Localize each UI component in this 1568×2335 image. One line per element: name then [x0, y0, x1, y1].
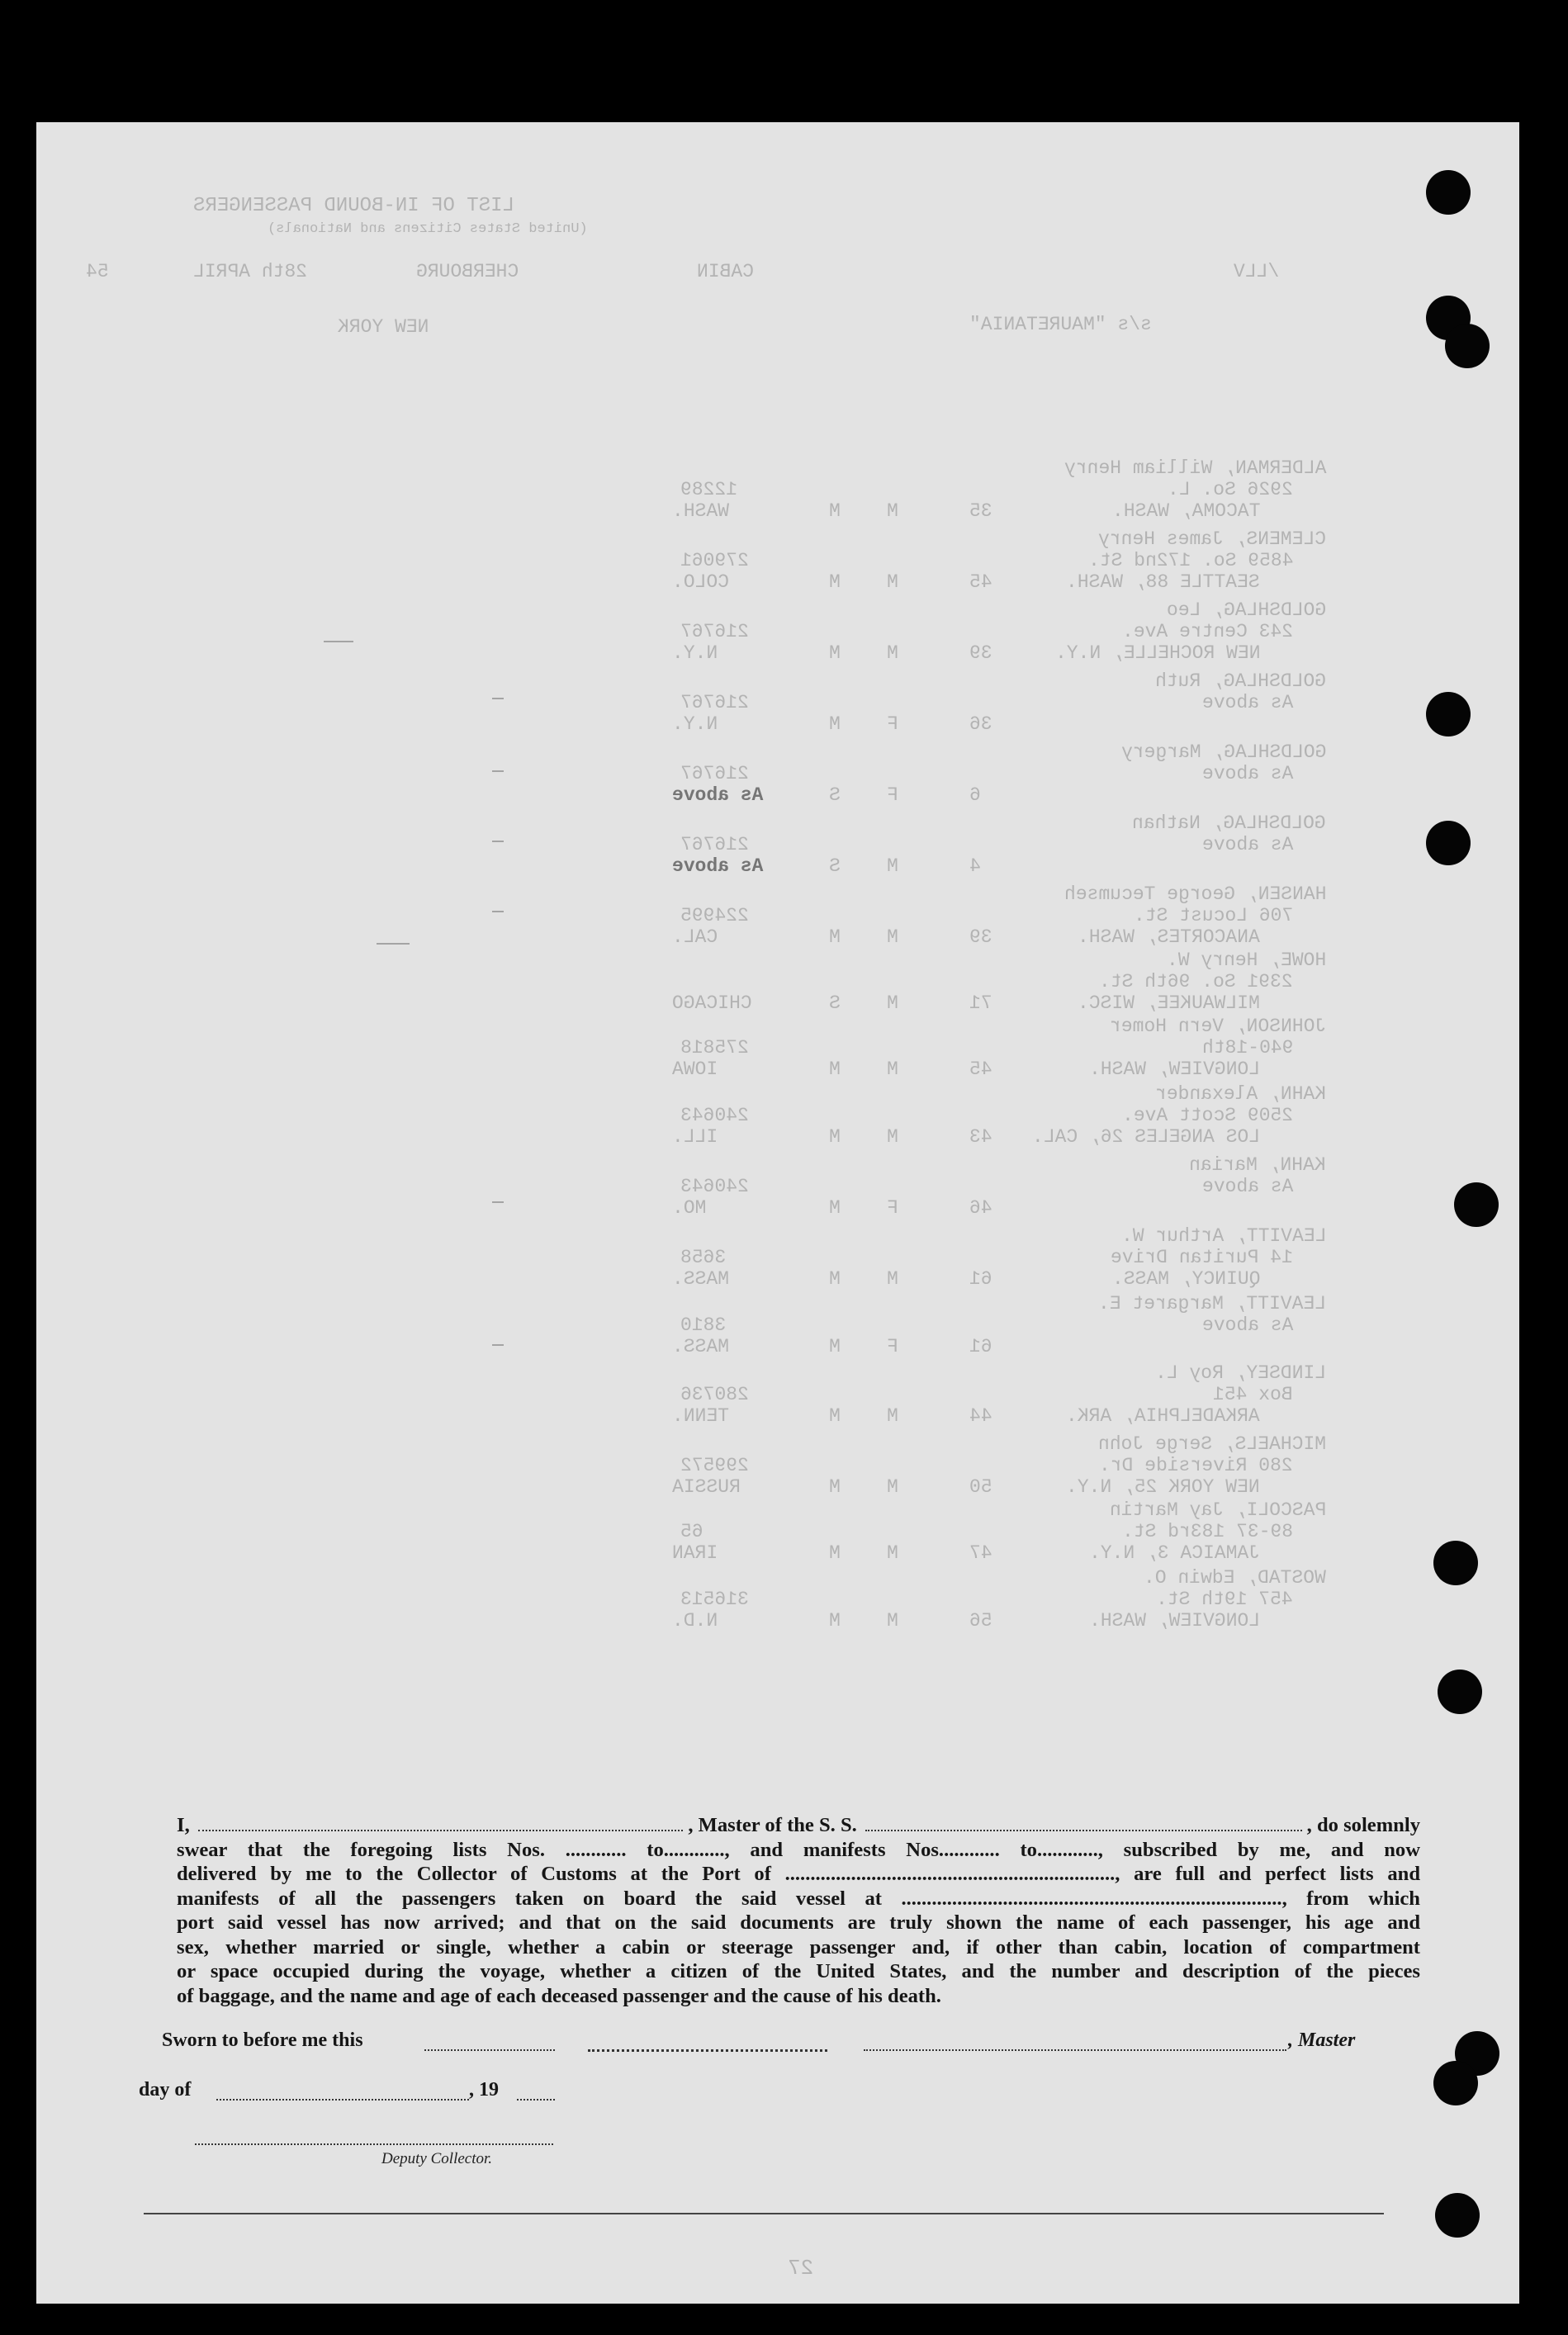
ghost-passenger-age: 47: [969, 1542, 992, 1564]
year-label: , 19: [469, 2079, 499, 2101]
ghost-passenger-state: N.Y.: [672, 713, 718, 735]
ghost-passenger-sex: M: [887, 1405, 898, 1427]
ghost-passenger-address: Box 451: [1213, 1384, 1294, 1405]
manifest-page: [36, 122, 1519, 2304]
ghost-passenger-state: COLO.: [672, 571, 730, 593]
ghost-passenger-marital: M: [829, 1610, 841, 1632]
ghost-passenger-age: 6: [969, 784, 981, 806]
ghost-passenger-name: GOLDSHLAG, Leo: [1166, 599, 1327, 621]
ghost-passenger-city: QUINCY, MASS.: [1111, 1268, 1261, 1290]
ghost-page-mark: /LLV: [1234, 261, 1280, 282]
ghost-passenger-name: MICHAELS, Serge John: [1098, 1433, 1327, 1455]
ghost-passenger-address: 2509 Scott Ave.: [1122, 1105, 1294, 1126]
ghost-passenger-sex: M: [887, 1476, 898, 1498]
ghost-passenger-age: 36: [969, 713, 992, 735]
bottom-rule: [144, 2213, 1384, 2214]
ghost-passenger-name: WOSTAD, Edwin O.: [1144, 1567, 1327, 1589]
ghost-passenger-marital: M: [829, 1126, 841, 1148]
ghost-passenger-city: NEW ROCHELLE, N.Y.: [1054, 642, 1261, 664]
ghost-passenger-doc: 216767: [680, 621, 749, 642]
oath-line-5: port said vessel has now arrived; and that on the said documents are truly shown the name of each passenger, his age and: [177, 1911, 1420, 1934]
ghost-passenger-doc: 216767: [680, 692, 749, 713]
ghost-passenger-state: RUSSIA: [672, 1476, 741, 1498]
punch-hole-4: [1426, 692, 1471, 736]
ghost-passenger-doc: 224995: [680, 905, 749, 926]
ghost-passenger-address: 2391 So. 96th St.: [1099, 971, 1294, 992]
ghost-passenger-sex: M: [887, 992, 898, 1014]
ghost-passenger-age: 44: [969, 1405, 992, 1427]
oath-paragraph: [177, 1813, 1420, 2008]
ghost-passenger-name: PASCOLI, Jay Martin: [1109, 1499, 1327, 1521]
ghost-passenger-doc: 3810: [680, 1314, 727, 1336]
ghost-passenger-state: CAL.: [672, 926, 718, 948]
ghost-passenger-sex: M: [887, 500, 898, 522]
ghost-passenger-doc: 280736: [680, 1384, 749, 1405]
ghost-passenger-state: MASS.: [672, 1336, 730, 1357]
ghost-passenger-marital: M: [829, 1336, 841, 1357]
ghost-passenger-doc: 216767: [680, 834, 749, 855]
ghost-passenger-city: LONGVIEW, WASH.: [1089, 1610, 1261, 1632]
ghost-arrival-port: NEW YORK: [338, 316, 429, 338]
ghost-passenger-sex: M: [887, 1126, 898, 1148]
ghost-passenger-sex: F: [887, 784, 898, 806]
punch-hole-11: [1435, 2193, 1480, 2238]
ghost-passenger-address: 2926 So. L.: [1168, 479, 1294, 500]
ghost-passenger-address: As above: [1201, 1314, 1294, 1336]
ghost-passenger-marital: M: [829, 926, 841, 948]
ghost-passenger-state: WASH.: [672, 500, 730, 522]
punch-hole-10: [1433, 2061, 1478, 2105]
ghost-passenger-state: ILL.: [672, 1126, 718, 1148]
ghost-passenger-marital: S: [829, 784, 841, 806]
ghost-passenger-marital: M: [829, 1542, 841, 1564]
ghost-passenger-city: ARKADELPHIA, ARK.: [1066, 1405, 1261, 1427]
ghost-passenger-marital: M: [829, 571, 841, 593]
ghost-passenger-name: LEAVITT, Margaret E.: [1098, 1293, 1327, 1314]
ghost-passenger-address: 457 19th St.: [1156, 1589, 1294, 1610]
ghost-passenger-sex: M: [887, 926, 898, 948]
ghost-passenger-sex: M: [887, 1542, 898, 1564]
ghost-passenger-state: IRAN: [672, 1542, 718, 1564]
ghost-passenger-city: MILWAUKEE, WISC.: [1078, 992, 1261, 1014]
punch-hole-3: [1445, 324, 1490, 368]
ghost-passenger-age: 50: [969, 1476, 992, 1498]
ghost-passenger-address: 14 Puritan Drive: [1111, 1247, 1294, 1268]
ghost-passenger-sex: M: [887, 571, 898, 593]
oath-line-2: swear that the foregoing lists Nos. ............ to............, and manifests Nos............ to............, subscribed by me, and now: [177, 1838, 1420, 1861]
ghost-passenger-name: HANSEN, George Tecumseh: [1063, 883, 1327, 905]
ghost-passenger-name: CLEMENS, James Henry: [1098, 528, 1327, 550]
ghost-passenger-city: LOS ANGELES 26, CAL.: [1032, 1126, 1261, 1148]
ghost-passenger-age: 4: [969, 855, 981, 877]
ghost-passenger-sex: M: [887, 642, 898, 664]
oath-line-1: I, , Master of the S. S. , do solemnly: [177, 1814, 1420, 1836]
ghost-passenger-age: 45: [969, 571, 992, 593]
ghost-passenger-state: MO.: [672, 1197, 707, 1219]
ghost-passenger-address: 706 Locust St.: [1133, 905, 1294, 926]
ghost-passenger-sex: F: [887, 1197, 898, 1219]
ghost-passenger-city: TACOMA, WASH.: [1111, 500, 1261, 522]
ghost-passenger-state: As above: [672, 784, 764, 806]
ghost-passenger-name: KAHN, Alexander: [1155, 1083, 1327, 1105]
ghost-passenger-sex: M: [887, 1610, 898, 1632]
ghost-passenger-address: As above: [1201, 763, 1294, 784]
oath-line-7: or space occupied during the voyage, whether a citizen of the United States, and the number and description of the pieces: [177, 1960, 1420, 1982]
ghost-passenger-doc: 275818: [680, 1037, 749, 1059]
ghost-class: CABIN: [697, 261, 755, 282]
ghost-ship: s/s "MAURETANIA": [969, 314, 1152, 335]
oath-line-8: of baggage, and the name and age of each deceased passenger and the cause of his death.: [177, 1984, 941, 2007]
ghost-passenger-sex: F: [887, 1336, 898, 1357]
ghost-passenger-address: 4859 So. 172nd St.: [1087, 550, 1294, 571]
day-of-label: day of: [139, 2079, 192, 2101]
ghost-passenger-address: As above: [1201, 692, 1294, 713]
ghost-passenger-doc: 299572: [680, 1455, 749, 1476]
ghost-passenger-state: N.D.: [672, 1610, 718, 1632]
ghost-passenger-name: JOHNSON, Vern Homer: [1109, 1016, 1327, 1037]
oath-line-6: sex, whether married or single, whether a cabin or steerage passenger and, if other than cabin, location of compartment: [177, 1935, 1420, 1958]
ghost-passenger-marital: M: [829, 1405, 841, 1427]
ghost-passenger-age: 35: [969, 500, 992, 522]
ghost-passenger-doc: 316513: [680, 1589, 749, 1610]
ghost-passenger-sex: M: [887, 855, 898, 877]
ghost-passenger-marital: M: [829, 1197, 841, 1219]
ghost-passenger-address: 280 Riverside Dr.: [1099, 1455, 1294, 1476]
ghost-passenger-name: LINDSEY, Roy L.: [1155, 1362, 1327, 1384]
ghost-passenger-state: CHICAGO: [672, 992, 752, 1014]
ghost-passenger-marital: M: [829, 1059, 841, 1080]
ghost-passenger-address: 243 Centre Ave.: [1122, 621, 1294, 642]
ghost-passenger-doc: 240643: [680, 1105, 749, 1126]
sworn-label: Sworn to before me this: [162, 2030, 363, 2051]
oath-line-4: manifests of all the passengers taken on board the said vessel at ..........................................................................., from which: [177, 1887, 1420, 1910]
oath-line-3: delivered by me to the Collector of Customs at the Port of ................................................................., are full and perfect lists and: [177, 1863, 1420, 1885]
ghost-passenger-state: IOWA: [672, 1059, 718, 1080]
ghost-form-subtitle: (United States Citizens and Nationals): [268, 221, 588, 237]
ghost-passenger-name: LEAVITT, Arthur W.: [1120, 1225, 1327, 1247]
ghost-from-port: CHERBOURG: [416, 261, 519, 282]
ghost-passenger-sex: F: [887, 713, 898, 735]
ghost-passenger-state: TENN.: [672, 1405, 730, 1427]
ghost-passenger-doc: 65: [680, 1521, 703, 1542]
ghost-footer-number: 27: [788, 2256, 814, 2281]
ghost-passenger-city: SEATTLE 88, WASH.: [1066, 571, 1261, 593]
ghost-passenger-doc: 216767: [680, 763, 749, 784]
ghost-form-title: LIST OF IN-BOUND PASSENGERS: [193, 195, 514, 217]
ghost-passenger-city: JAMAICA 3, N.Y.: [1089, 1542, 1261, 1564]
punch-hole-1: [1426, 170, 1471, 215]
ghost-passenger-sex: M: [887, 1059, 898, 1080]
ghost-passenger-age: 43: [969, 1126, 992, 1148]
punch-hole-5: [1426, 821, 1471, 865]
master-label: , Master: [1288, 2030, 1356, 2051]
ghost-passenger-name: HOWE, Henry W.: [1166, 950, 1327, 971]
ghost-passenger-address: As above: [1201, 1176, 1294, 1197]
ghost-passenger-address: 940-18th: [1201, 1037, 1294, 1059]
ghost-passenger-doc: 3658: [680, 1247, 727, 1268]
ghost-passenger-doc: 240643: [680, 1176, 749, 1197]
ghost-passenger-name: GOLDSHLAG, Ruth: [1155, 670, 1327, 692]
punch-hole-6: [1454, 1182, 1499, 1227]
ghost-passenger-doc: 279061: [680, 550, 749, 571]
ghost-passenger-address: As above: [1201, 834, 1294, 855]
ghost-passenger-city: NEW YORK 25, N.Y.: [1066, 1476, 1261, 1498]
deputy-collector-label: Deputy Collector.: [381, 2150, 493, 2167]
ghost-date: 28th APRIL: [193, 261, 308, 282]
ghost-passenger-marital: M: [829, 1476, 841, 1498]
ghost-passenger-age: 61: [969, 1336, 992, 1357]
ghost-passenger-marital: S: [829, 992, 841, 1014]
ghost-passenger-marital: S: [829, 855, 841, 877]
ghost-passenger-state: MASS.: [672, 1268, 730, 1290]
ghost-year: 54: [86, 261, 109, 282]
ghost-passenger-age: 45: [969, 1059, 992, 1080]
ghost-passenger-age: 71: [969, 992, 992, 1014]
ghost-passenger-marital: M: [829, 1268, 841, 1290]
ghost-passenger-name: KAHN, Marian: [1189, 1154, 1327, 1176]
ghost-passenger-city: LONGVIEW, WASH.: [1089, 1059, 1261, 1080]
ghost-passenger-name: GOLDSHLAG, Margery: [1120, 741, 1327, 763]
ghost-passenger-state: N.Y.: [672, 642, 718, 664]
ghost-passenger-age: 56: [969, 1610, 992, 1632]
ghost-passenger-address: 89-37 183rd St.: [1122, 1521, 1294, 1542]
ghost-passenger-age: 39: [969, 926, 992, 948]
ghost-passenger-sex: M: [887, 1268, 898, 1290]
ghost-passenger-state: As above: [672, 855, 764, 877]
punch-hole-7: [1433, 1541, 1478, 1585]
ghost-passenger-age: 46: [969, 1197, 992, 1219]
ghost-passenger-marital: M: [829, 642, 841, 664]
ghost-passenger-name: ALDERMAN, William Henry: [1063, 457, 1327, 479]
punch-hole-8: [1438, 1670, 1482, 1714]
ghost-passenger-marital: M: [829, 500, 841, 522]
ghost-passenger-marital: M: [829, 713, 841, 735]
ghost-passenger-age: 39: [969, 642, 992, 664]
ghost-passenger-city: ANACORTES, WASH.: [1078, 926, 1261, 948]
ghost-passenger-name: GOLDSHLAG, Nathan: [1132, 812, 1327, 834]
ghost-passenger-doc: 12289: [680, 479, 738, 500]
ghost-passenger-age: 61: [969, 1268, 992, 1290]
